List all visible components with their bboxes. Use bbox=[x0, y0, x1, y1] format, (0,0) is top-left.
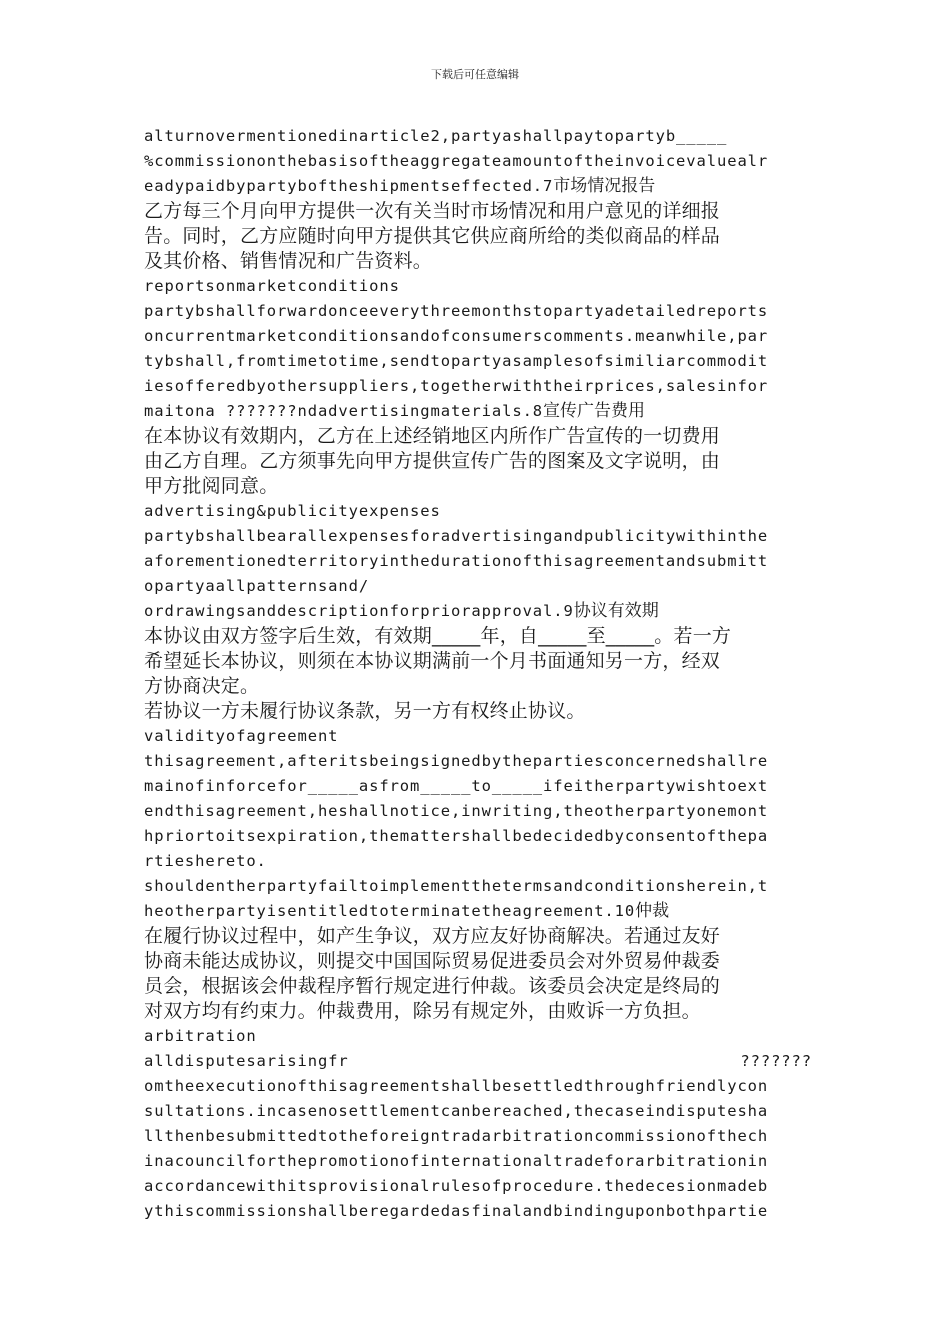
text-line-chinese: 在本协议有效期内，乙方在上述经销地区内所作广告宣传的一切费用 bbox=[144, 425, 721, 447]
text-line-english-part: ordrawingsanddescriptionforpriorapproval.9 bbox=[144, 602, 574, 620]
text-line-english: arbitration bbox=[144, 1027, 257, 1045]
text-line-english: llthenbesubmittedtotheforeigntradarbitrationcommissionofthech bbox=[144, 1127, 769, 1145]
text-line-chinese: 对双方均有约束力。仲裁费用，除另有规定外，由败诉一方负担。 bbox=[144, 1000, 701, 1022]
text-line-english: partybshallforwardonceeverythreemonthstopartyadetailedreports bbox=[144, 302, 769, 320]
text-line-chinese: 本协议由双方签字后生效，有效期_____年，自_____至_____。若一方 bbox=[144, 625, 732, 647]
text-line-with-section-heading bbox=[144, 599, 812, 624]
text-line-english: oncurrentmarketconditionsandofconsumerscomments.meanwhile,par bbox=[144, 327, 769, 345]
text-line-english: shouldentherpartyfailtoimplementthetermsandconditionsherein,t bbox=[144, 877, 769, 895]
text-line-english: advertising&publicityexpenses bbox=[144, 502, 441, 520]
text-line-with-section-heading bbox=[144, 174, 812, 199]
text-line-english: rtieshereto. bbox=[144, 852, 267, 870]
text-line-chinese: 在履行协议过程中，如产生争议，双方应友好协商解决。若通过友好 bbox=[144, 925, 721, 947]
text-line-chinese: 及其价格、销售情况和广告资料。 bbox=[144, 250, 433, 272]
text-line-chinese: 方协商决定。 bbox=[144, 675, 260, 697]
text-line-english: inacouncilforthepromotionofinternationaltradeforarbitrationin bbox=[144, 1152, 769, 1170]
text-line-english-split bbox=[144, 1049, 812, 1074]
page-header-note: 下载后可任意编辑 bbox=[431, 68, 519, 81]
text-line-english-part: maitona ???????ndadvertisingmaterials.8 bbox=[144, 402, 544, 420]
text-line-chinese: 协商未能达成协议，则提交中国国际贸易促进委员会对外贸易仲裁委 bbox=[144, 950, 721, 972]
document-body bbox=[144, 124, 812, 1224]
text-line-english: thisagreement,afteritsbeingsignedbythepartiesconcernedshallre bbox=[144, 752, 769, 770]
text-line-chinese: 乙方每三个月向甲方提供一次有关当时市场情况和用户意见的详细报 bbox=[144, 200, 721, 222]
section-heading: 仲裁 bbox=[635, 901, 670, 921]
text-line-with-section-heading bbox=[144, 399, 812, 424]
text-line-right-part: ??????? bbox=[740, 1052, 812, 1070]
text-line-english: omtheexecutionofthisagreementshallbesettledthroughfriendlycon bbox=[144, 1077, 769, 1095]
text-line-english: tybshall,fromtimetotime,sendtopartyasamplesofsimiliarcommodit bbox=[144, 352, 769, 370]
text-line-english: iesofferedbyothersuppliers,togetherwiththeirprices,salesinfor bbox=[144, 377, 769, 395]
text-line-english: mainofinforcefor_____asfrom_____to_____ifeitherpartywishtoext bbox=[144, 777, 769, 795]
text-line-chinese: 甲方批阅同意。 bbox=[144, 475, 279, 497]
text-line-english: partybshallbearallexpensesforadvertisingandpublicitywithinthe bbox=[144, 527, 769, 545]
text-line-english: reportsonmarketconditions bbox=[144, 277, 400, 295]
text-line-english: validityofagreement bbox=[144, 727, 339, 745]
text-line-english: endthisagreement,heshallnotice,inwriting,theotherpartyonemont bbox=[144, 802, 769, 820]
text-line-english: ythiscommissionshallberegardedasfinalandbindinguponbothpartie bbox=[144, 1202, 769, 1220]
text-line-with-section-heading bbox=[144, 899, 812, 924]
text-line-english-part: heotherpartyisentitledtoterminatetheagreement.10 bbox=[144, 902, 636, 920]
text-line-left-part: alldisputesarisingfr bbox=[144, 1052, 349, 1070]
text-line-english: hpriortoitsexpiration,themattershallbedecidedbyconsentofthepa bbox=[144, 827, 769, 845]
text-line-english: sultations.incasenosettlementcanbereached,thecaseindisputesha bbox=[144, 1102, 769, 1120]
text-line-english: aforementionedterritoryinthedurationofthisagreementandsubmitt bbox=[144, 552, 769, 570]
text-line-chinese: 希望延长本协议，则须在本协议期满前一个月书面通知另一方，经双 bbox=[144, 650, 721, 672]
text-line-english: %commissiononthebasisoftheaggregateamountoftheinvoicevaluealr bbox=[144, 152, 769, 170]
text-line-english: alturnovermentionedinarticle2,partyashallpaytopartyb_____ bbox=[144, 127, 728, 145]
text-line-chinese: 告。同时，乙方应随时向甲方提供其它供应商所给的类似商品的样品 bbox=[144, 225, 721, 247]
section-heading: 市场情况报告 bbox=[553, 176, 656, 196]
text-line-chinese: 员会，根据该会仲裁程序暂行规定进行仲裁。该委员会决定是终局的 bbox=[144, 975, 721, 997]
section-heading: 宣传广告费用 bbox=[543, 401, 646, 421]
text-line-chinese: 由乙方自理。乙方须事先向甲方提供宣传广告的图案及文字说明，由 bbox=[144, 450, 721, 472]
text-line-english-part: eadypaidbypartyboftheshipmentseffected.7 bbox=[144, 177, 554, 195]
text-line-english: accordancewithitsprovisionalrulesofprocedure.thedecesionmadeb bbox=[144, 1177, 769, 1195]
text-line-english: opartyaallpatternsand/ bbox=[144, 577, 370, 595]
text-line-chinese: 若协议一方未履行协议条款，另一方有权终止协议。 bbox=[144, 700, 586, 722]
section-heading: 协议有效期 bbox=[573, 601, 659, 621]
